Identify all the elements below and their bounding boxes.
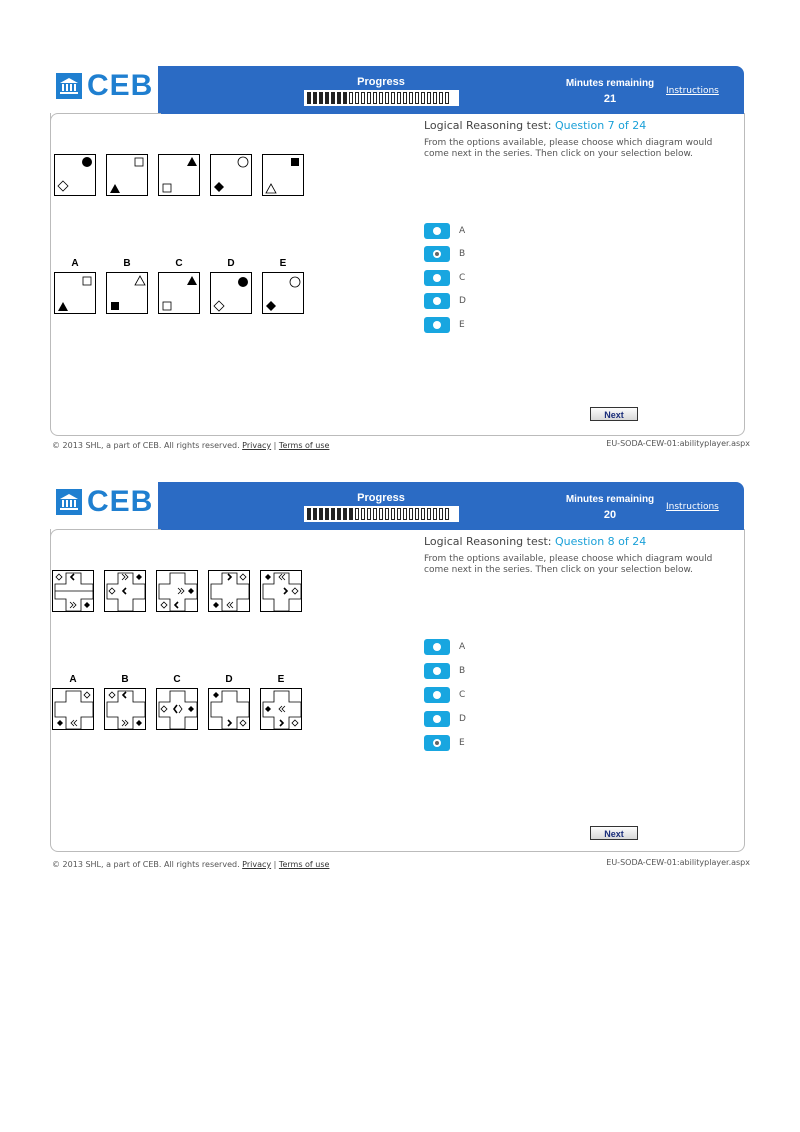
answer-option-e[interactable] [424,317,465,333]
page-id: EU-SODA-CEW-01:abilityplayer.aspx [606,858,750,867]
minutes-remaining-value: 20 [603,509,617,521]
radio-button[interactable] [424,317,450,333]
radio-button[interactable] [424,270,450,286]
progress-label: Progress [357,76,405,88]
progress-segment [421,92,425,104]
radio-button[interactable] [424,293,450,309]
progress-segment [325,508,329,520]
option-diagram-e [260,688,302,730]
copyright-text: © 2013 SHL, a part of CEB. All rights reserved. [52,441,240,450]
progress-bar [304,90,459,106]
progress-segment [439,508,443,520]
progress-segment [385,508,389,520]
option-letter-b: B [121,674,129,685]
answer-option-b[interactable] [424,246,465,262]
test-title: Logical Reasoning test: [424,119,555,132]
question-screen-1 [48,64,750,459]
progress-segment [361,508,365,520]
series-diagram-2 [106,154,148,196]
option-label: C [459,690,466,700]
progress-segment [343,92,347,104]
progress-segment [409,92,413,104]
header-bar [158,482,744,530]
option-letter-c: C [173,674,181,685]
answer-option-d[interactable] [424,293,466,309]
radio-button[interactable] [424,223,450,239]
progress-segment [433,508,437,520]
answer-option-b[interactable] [424,663,465,679]
progress-segment [337,508,341,520]
progress-segment [403,508,407,520]
series-diagram-4 [210,154,252,196]
progress-segment [373,92,377,104]
progress-segment [397,508,401,520]
progress-segment [337,92,341,104]
progress-segment [397,92,401,104]
next-button[interactable]: Next [590,407,638,421]
next-button[interactable]: Next [590,826,638,840]
option-label: D [459,296,466,306]
answer-option-e[interactable] [424,735,465,751]
minutes-remaining-label: Minutes remaining [565,494,655,505]
series-diagram-4 [208,570,250,612]
progress-segment [319,508,323,520]
footer-separator: | [273,441,277,450]
question-description: From the options available, please choose which diagram would come next in the series. Then click on your selection below. [424,138,713,159]
progress-segment [379,92,383,104]
option-letter-c: C [175,258,183,269]
question-panel [50,529,745,852]
progress-segment [331,508,335,520]
question-number: Question 7 of 24 [554,119,647,132]
progress-segment [433,92,437,104]
series-diagram-1 [54,154,96,196]
progress-segment [445,508,449,520]
progress-segment [313,508,317,520]
option-label: C [459,273,466,283]
copyright-text: © 2013 SHL, a part of CEB. All rights reserved. [52,860,240,869]
footer-copyright [52,860,329,869]
answer-option-a[interactable] [424,223,465,239]
answer-option-c[interactable] [424,270,465,286]
option-diagram-b [104,688,146,730]
radio-button[interactable] [424,663,450,679]
option-diagram-c [156,688,198,730]
progress-segment [349,92,353,104]
progress-segment [391,508,395,520]
option-letter-d: D [227,258,235,269]
progress-segment [415,508,419,520]
progress-segment [313,92,317,104]
option-diagram-c [158,272,200,314]
option-label: E [459,738,465,748]
footer-copyright [52,441,329,450]
series-diagram-5 [262,154,304,196]
progress-segment [445,92,449,104]
question-title [424,119,646,132]
option-diagram-e [262,272,304,314]
progress-segment [415,92,419,104]
radio-button[interactable] [424,687,450,703]
question-panel [50,113,745,436]
progress-segment [409,508,413,520]
ceb-logo [56,71,153,101]
bank-building-icon [56,489,82,515]
progress-segment [379,508,383,520]
radio-button[interactable] [424,711,450,727]
answer-option-d[interactable] [424,711,466,727]
option-diagram-b [106,272,148,314]
progress-segment [355,508,359,520]
option-letter-a: A [69,674,77,685]
progress-segment [385,92,389,104]
progress-segment [367,508,371,520]
option-letter-e: E [279,258,287,269]
progress-segment [325,92,329,104]
series-diagram-3 [158,154,200,196]
option-diagram-d [210,272,252,314]
progress-segment [343,508,347,520]
option-letter-e: E [277,674,285,685]
progress-segment [391,92,395,104]
option-label: D [459,714,466,724]
footer-separator: | [273,860,277,869]
option-letter-b: B [123,258,131,269]
question-description: From the options available, please choose which diagram would come next in the series. Then click on your selection below. [424,554,713,575]
progress-segment [373,508,377,520]
progress-segment [307,92,311,104]
option-diagram-d [208,688,250,730]
progress-segment [403,92,407,104]
question-number: Question 8 of 24 [554,535,647,548]
option-label: B [459,249,466,259]
logo-text: CEB [87,69,154,102]
option-diagram-a [52,688,94,730]
option-letter-d: D [225,674,233,685]
progress-segment [355,92,359,104]
answer-option-c[interactable] [424,687,465,703]
option-letter-a: A [71,258,79,269]
minutes-remaining-value: 21 [603,93,617,105]
instructions-link[interactable]: Instructions [666,86,719,96]
progress-segment [349,508,353,520]
progress-bar [304,506,459,522]
option-label: A [459,642,466,652]
test-title: Logical Reasoning test: [424,535,555,548]
option-label: E [459,320,465,330]
progress-segment [361,92,365,104]
terms-link[interactable]: Terms of use [278,441,330,450]
option-label: B [459,666,466,676]
progress-label: Progress [357,492,405,504]
radio-button[interactable] [424,735,450,751]
radio-button[interactable] [424,639,450,655]
progress-segment [331,92,335,104]
option-diagram-a [54,272,96,314]
privacy-link[interactable]: Privacy [242,441,272,450]
progress-segment [427,508,431,520]
series-diagram-3 [156,570,198,612]
question-screen-2 [48,480,750,875]
page-id: EU-SODA-CEW-01:abilityplayer.aspx [606,439,750,448]
series-diagram-2 [104,570,146,612]
option-label: A [459,226,466,236]
ceb-logo [56,487,153,517]
progress-segment [367,92,371,104]
progress-segment [421,508,425,520]
progress-segment [319,92,323,104]
radio-button[interactable] [424,246,450,262]
series-diagram-5 [260,570,302,612]
question-title [424,535,646,548]
privacy-link[interactable]: Privacy [242,860,272,869]
logo-text: CEB [87,485,154,518]
series-diagram-1 [52,570,94,612]
minutes-remaining-label: Minutes remaining [565,78,655,89]
progress-segment [307,508,311,520]
instructions-link[interactable]: Instructions [666,502,719,512]
bank-building-icon [56,73,82,99]
progress-segment [427,92,431,104]
progress-segment [439,92,443,104]
terms-link[interactable]: Terms of use [278,860,330,869]
answer-option-a[interactable] [424,639,465,655]
header-bar [158,66,744,114]
